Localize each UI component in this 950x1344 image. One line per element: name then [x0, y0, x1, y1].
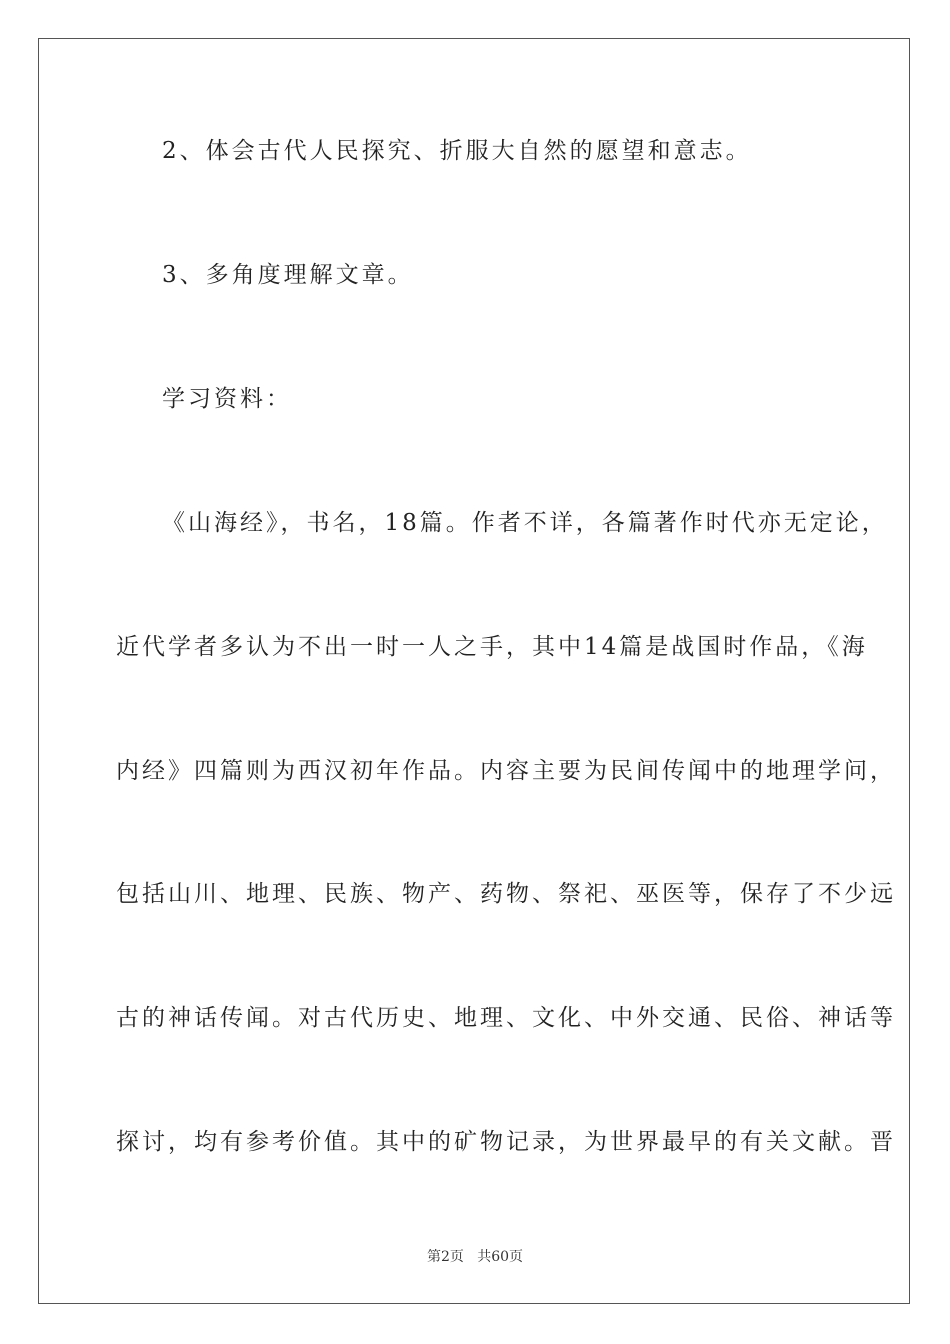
paragraph-line: 内经》四篇则为西汉初年作品。内容主要为民间传闻中的地理学问， [116, 758, 896, 784]
paragraph-line: 古的神话传闻。对古代历史、地理、文化、中外交通、民俗、神话等 [116, 1005, 896, 1031]
paragraph-line: 探讨，均有参考价值。其中的矿物记录，为世界最早的有关文献。晋 [116, 1129, 896, 1155]
paragraph-line: 近代学者多认为不出一时一人之手，其中14篇是战国时作品，《海 [116, 634, 868, 660]
page-border [38, 38, 910, 1304]
paragraph-line: 《山海经》，书名，18篇。作者不详，各篇著作时代亦无定论， [162, 510, 888, 536]
section-heading-study-materials: 学习资料： [162, 386, 292, 412]
paragraph-line: 包括山川、地理、民族、物产、药物、祭祀、巫医等，保存了不少远 [116, 881, 896, 907]
objective-line-2: 2、体会古代人民探究、折服大自然的愿望和意志。 [162, 138, 752, 164]
objective-line-3: 3、多角度理解文章。 [162, 262, 414, 288]
page-number-footer: 第2页 共60页 [426, 1249, 524, 1265]
